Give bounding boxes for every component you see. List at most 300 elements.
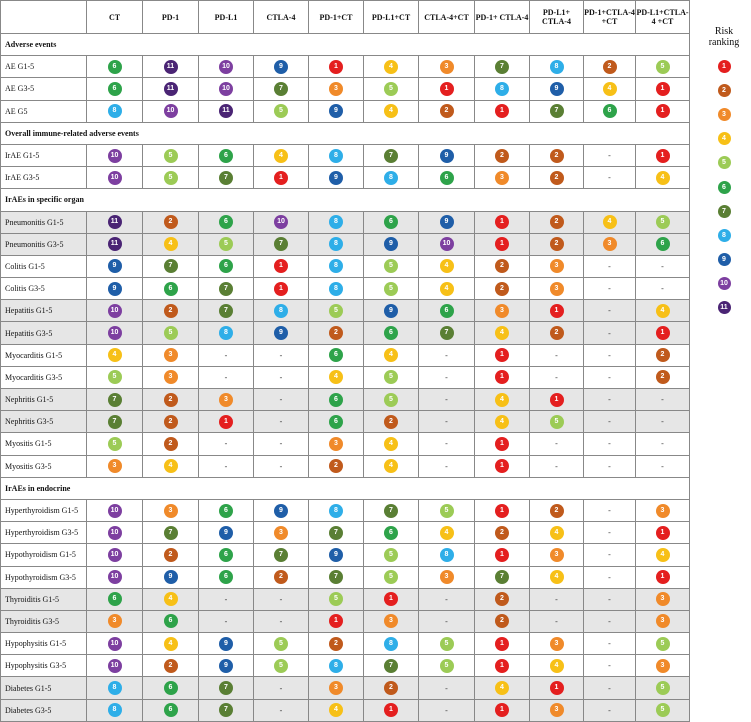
- rank-cell: [636, 588, 690, 610]
- rank-cell: [199, 78, 254, 100]
- rank-badge: 5: [329, 592, 343, 606]
- rank-badge: 7: [164, 259, 178, 273]
- rank-badge: 2: [550, 215, 564, 229]
- rank-cell: [254, 544, 309, 566]
- rank-cell: [309, 566, 364, 588]
- table-row: [1, 544, 690, 566]
- rank-badge: 7: [384, 659, 398, 673]
- rank-cell: [636, 344, 690, 366]
- rank-badge: 1: [274, 282, 288, 296]
- legend-item: [697, 223, 751, 247]
- no-data-dash: -: [608, 550, 611, 560]
- rank-badge: 9: [108, 282, 122, 296]
- rank-cell: [530, 78, 584, 100]
- rank-badge: 2: [495, 614, 509, 628]
- rank-cell: [199, 344, 254, 366]
- rank-cell: [254, 433, 309, 455]
- table-row: [1, 655, 690, 677]
- rank-badge: 7: [219, 304, 233, 318]
- rank-badge: 3: [603, 237, 617, 251]
- rank-badge: 3: [164, 504, 178, 518]
- rank-badge: 10: [108, 570, 122, 584]
- rank-badge: 3: [329, 681, 343, 695]
- rank-cell: [636, 366, 690, 388]
- rank-cell: [143, 588, 199, 610]
- rank-cell: [530, 56, 584, 78]
- rank-badge: 5: [384, 370, 398, 384]
- no-data-dash: -: [661, 284, 664, 294]
- rank-cell: [475, 610, 530, 632]
- row-label: Nephritis G3-5: [1, 411, 87, 433]
- rank-badge: 5: [108, 437, 122, 451]
- rank-cell: [254, 610, 309, 632]
- rank-badge: 2: [329, 459, 343, 473]
- rank-badge: 4: [550, 526, 564, 540]
- rank-cell: [87, 411, 143, 433]
- rank-badge: 2: [495, 526, 509, 540]
- rank-badge: 5: [384, 393, 398, 407]
- table-row: [1, 144, 690, 166]
- no-data-dash: -: [445, 372, 448, 382]
- rank-badge: 4: [495, 393, 509, 407]
- rank-cell: [309, 300, 364, 322]
- rank-badge: 4: [108, 348, 122, 362]
- rank-badge: 8: [329, 259, 343, 273]
- table-row: [1, 322, 690, 344]
- legend-rank-badge: 2: [718, 84, 731, 97]
- row-label: Pneumonitis G1-5: [1, 211, 87, 233]
- rank-cell: [419, 677, 475, 699]
- rank-cell: [419, 322, 475, 344]
- section-title: Overall immune-related adverse events: [1, 122, 690, 144]
- rank-badge: 1: [550, 304, 564, 318]
- rank-cell: [199, 655, 254, 677]
- rank-cell: [87, 366, 143, 388]
- rank-cell: [364, 544, 419, 566]
- rank-cell: [584, 167, 636, 189]
- rank-cell: [636, 255, 690, 277]
- rank-cell: [143, 633, 199, 655]
- rank-badge: 5: [656, 681, 670, 695]
- rank-badge: 1: [274, 171, 288, 185]
- rank-cell: [475, 255, 530, 277]
- rank-badge: 3: [329, 437, 343, 451]
- table-row: [1, 100, 690, 122]
- no-data-dash: -: [608, 639, 611, 649]
- rank-badge: 4: [384, 348, 398, 362]
- rank-cell: [199, 322, 254, 344]
- rank-badge: 2: [164, 548, 178, 562]
- rank-cell: [636, 633, 690, 655]
- rank-badge: 2: [550, 237, 564, 251]
- rank-cell: [309, 610, 364, 632]
- rank-badge: 2: [495, 592, 509, 606]
- rank-badge: 6: [384, 326, 398, 340]
- rank-cell: [199, 56, 254, 78]
- rank-cell: [475, 56, 530, 78]
- rank-badge: 8: [495, 82, 509, 96]
- rank-badge: 3: [440, 60, 454, 74]
- no-data-dash: -: [608, 661, 611, 671]
- legend-item: [697, 127, 751, 151]
- rank-cell: [636, 499, 690, 521]
- rank-badge: 5: [164, 149, 178, 163]
- rank-badge: 6: [329, 348, 343, 362]
- rank-badge: 3: [164, 370, 178, 384]
- rank-cell: [584, 344, 636, 366]
- rank-cell: [475, 300, 530, 322]
- rank-badge: 5: [384, 282, 398, 296]
- rank-cell: [199, 366, 254, 388]
- rank-cell: [364, 366, 419, 388]
- rank-cell: [419, 455, 475, 477]
- no-data-dash: -: [445, 461, 448, 471]
- row-label: AE G5: [1, 100, 87, 122]
- rank-badge: 4: [384, 459, 398, 473]
- no-data-dash: -: [608, 284, 611, 294]
- rank-cell: [475, 144, 530, 166]
- no-data-dash: -: [608, 528, 611, 538]
- rank-cell: [199, 211, 254, 233]
- rank-cell: [254, 588, 309, 610]
- rank-cell: [364, 633, 419, 655]
- rank-cell: [309, 655, 364, 677]
- rank-badge: 4: [274, 149, 288, 163]
- rank-cell: [87, 78, 143, 100]
- rank-cell: [143, 211, 199, 233]
- table-row: [1, 233, 690, 255]
- no-data-dash: -: [608, 417, 611, 427]
- rank-cell: [584, 100, 636, 122]
- column-header: PD-L1+ CTLA-4: [530, 1, 584, 34]
- no-data-dash: -: [279, 350, 283, 360]
- rank-cell: [636, 389, 690, 411]
- rank-badge: 2: [440, 104, 454, 118]
- rank-cell: [199, 566, 254, 588]
- rank-badge: 2: [495, 149, 509, 163]
- rank-cell: [364, 278, 419, 300]
- rank-badge: 4: [495, 326, 509, 340]
- rank-badge: 7: [219, 681, 233, 695]
- rank-badge: 2: [164, 215, 178, 229]
- rank-badge: 8: [108, 703, 122, 717]
- rank-badge: 6: [219, 215, 233, 229]
- legend-rank-badge: 3: [718, 108, 731, 121]
- rank-badge: 2: [550, 171, 564, 185]
- rank-cell: [530, 144, 584, 166]
- rank-cell: [309, 677, 364, 699]
- rank-badge: 4: [656, 171, 670, 185]
- table-row: [1, 411, 690, 433]
- rank-badge: 3: [495, 171, 509, 185]
- rank-badge: 8: [329, 282, 343, 296]
- column-header: CTLA-4: [254, 1, 309, 34]
- rank-cell: [143, 499, 199, 521]
- rank-cell: [530, 344, 584, 366]
- rank-cell: [87, 699, 143, 721]
- rank-cell: [143, 300, 199, 322]
- rank-badge: 5: [440, 659, 454, 673]
- rank-cell: [584, 389, 636, 411]
- legend-items: [697, 54, 751, 320]
- rank-badge: 5: [656, 637, 670, 651]
- rank-cell: [364, 100, 419, 122]
- rank-badge: 5: [384, 570, 398, 584]
- rank-badge: 10: [219, 60, 233, 74]
- rank-cell: [419, 499, 475, 521]
- rank-badge: 6: [329, 393, 343, 407]
- rank-cell: [364, 655, 419, 677]
- no-data-dash: -: [224, 439, 228, 449]
- rank-badge: 4: [164, 459, 178, 473]
- rank-cell: [364, 566, 419, 588]
- rank-cell: [636, 411, 690, 433]
- rank-cell: [475, 233, 530, 255]
- rank-cell: [309, 344, 364, 366]
- rank-cell: [636, 78, 690, 100]
- rank-cell: [475, 278, 530, 300]
- rank-cell: [364, 411, 419, 433]
- rank-badge: 2: [274, 570, 288, 584]
- no-data-dash: -: [555, 594, 558, 604]
- rank-cell: [199, 233, 254, 255]
- rank-cell: [309, 411, 364, 433]
- legend-title: [697, 26, 751, 48]
- rank-cell: [636, 100, 690, 122]
- rank-badge: 5: [219, 237, 233, 251]
- rank-cell: [475, 211, 530, 233]
- rank-badge: 2: [164, 437, 178, 451]
- no-data-dash: -: [445, 395, 448, 405]
- row-label: Diabetes G3-5: [1, 699, 87, 721]
- rank-badge: 7: [219, 282, 233, 296]
- rank-badge: 3: [274, 526, 288, 540]
- rank-badge: 5: [440, 637, 454, 651]
- rank-badge: 5: [329, 304, 343, 318]
- rank-badge: 3: [550, 259, 564, 273]
- rank-cell: [309, 522, 364, 544]
- rank-badge: 5: [384, 548, 398, 562]
- rank-badge: 11: [108, 237, 122, 251]
- rank-cell: [584, 433, 636, 455]
- rank-cell: [87, 677, 143, 699]
- rank-cell: [199, 167, 254, 189]
- rank-cell: [584, 56, 636, 78]
- rank-badge: 6: [440, 171, 454, 185]
- rank-cell: [254, 56, 309, 78]
- rank-cell: [87, 655, 143, 677]
- rank-cell: [254, 699, 309, 721]
- rank-cell: [530, 411, 584, 433]
- rank-badge: 4: [384, 437, 398, 451]
- rank-badge: 6: [219, 570, 233, 584]
- no-data-dash: -: [661, 395, 664, 405]
- rank-badge: 5: [550, 415, 564, 429]
- rank-cell: [309, 211, 364, 233]
- rank-cell: [364, 211, 419, 233]
- rank-cell: [419, 633, 475, 655]
- legend-rank-badge: 4: [718, 132, 731, 145]
- no-data-dash: -: [445, 417, 448, 427]
- rank-cell: [143, 655, 199, 677]
- rank-badge: 1: [495, 659, 509, 673]
- rank-cell: [419, 389, 475, 411]
- rank-cell: [636, 699, 690, 721]
- rank-cell: [199, 278, 254, 300]
- section-title: IrAEs in endocrine: [1, 477, 690, 499]
- rank-badge: 3: [656, 504, 670, 518]
- rank-cell: [87, 211, 143, 233]
- table-row: [1, 633, 690, 655]
- rank-cell: [199, 100, 254, 122]
- no-data-dash: -: [445, 705, 448, 715]
- rank-badge: 10: [108, 304, 122, 318]
- rank-cell: [584, 499, 636, 521]
- rank-cell: [636, 233, 690, 255]
- rank-badge: 9: [219, 526, 233, 540]
- legend-item: [697, 248, 751, 272]
- no-data-dash: -: [224, 350, 228, 360]
- rank-cell: [87, 389, 143, 411]
- rank-cell: [364, 699, 419, 721]
- rank-badge: 8: [440, 548, 454, 562]
- rank-badge: 8: [274, 304, 288, 318]
- legend-item: [697, 175, 751, 199]
- legend-rank-badge: 1: [718, 60, 731, 73]
- rank-cell: [419, 78, 475, 100]
- rank-cell: [475, 389, 530, 411]
- rank-cell: [309, 699, 364, 721]
- table-row: [1, 610, 690, 632]
- rank-cell: [530, 100, 584, 122]
- rank-badge: 2: [329, 326, 343, 340]
- rank-cell: [419, 588, 475, 610]
- rank-cell: [309, 322, 364, 344]
- rank-badge: 6: [164, 681, 178, 695]
- rank-cell: [143, 366, 199, 388]
- no-data-dash: -: [608, 594, 611, 604]
- no-data-dash: -: [279, 395, 283, 405]
- rank-badge: 7: [274, 548, 288, 562]
- legend-title-line1: Risk: [714, 26, 734, 37]
- rank-cell: [475, 411, 530, 433]
- row-label: IrAE G3-5: [1, 167, 87, 189]
- no-data-dash: -: [279, 616, 283, 626]
- rank-badge: 8: [329, 237, 343, 251]
- rank-badge: 9: [274, 60, 288, 74]
- row-label: Myositis G1-5: [1, 433, 87, 455]
- rank-badge: 4: [440, 282, 454, 296]
- table-row: [1, 433, 690, 455]
- rank-cell: [254, 255, 309, 277]
- no-data-dash: -: [224, 461, 228, 471]
- rank-cell: [309, 433, 364, 455]
- rank-cell: [530, 211, 584, 233]
- rank-cell: [254, 633, 309, 655]
- rank-cell: [636, 167, 690, 189]
- no-data-dash: -: [661, 417, 664, 427]
- rank-badge: 6: [384, 526, 398, 540]
- no-data-dash: -: [608, 395, 611, 405]
- rank-cell: [254, 411, 309, 433]
- rank-cell: [199, 389, 254, 411]
- rank-badge: 7: [495, 570, 509, 584]
- rank-badge: 2: [656, 348, 670, 362]
- rank-cell: [309, 56, 364, 78]
- rank-cell: [475, 655, 530, 677]
- rank-badge: 6: [384, 215, 398, 229]
- rank-cell: [254, 499, 309, 521]
- no-data-dash: -: [445, 439, 448, 449]
- rank-badge: 5: [274, 637, 288, 651]
- rank-badge: 10: [108, 326, 122, 340]
- rank-badge: 6: [108, 60, 122, 74]
- rank-badge: 7: [440, 326, 454, 340]
- rank-cell: [419, 144, 475, 166]
- rank-cell: [87, 522, 143, 544]
- rank-cell: [584, 366, 636, 388]
- rank-cell: [254, 167, 309, 189]
- rank-badge: 1: [495, 370, 509, 384]
- rank-badge: 7: [495, 60, 509, 74]
- rank-cell: [636, 522, 690, 544]
- rank-cell: [143, 78, 199, 100]
- row-label: Hyperthyroidism G3-5: [1, 522, 87, 544]
- rank-cell: [143, 278, 199, 300]
- rank-cell: [475, 433, 530, 455]
- rank-cell: [584, 278, 636, 300]
- rank-cell: [584, 610, 636, 632]
- row-label: Myositis G3-5: [1, 455, 87, 477]
- no-data-dash: -: [445, 594, 448, 604]
- rank-badge: 9: [274, 504, 288, 518]
- rank-badge: 5: [164, 171, 178, 185]
- rank-badge: 1: [495, 504, 509, 518]
- rank-badge: 5: [384, 259, 398, 273]
- rank-cell: [254, 455, 309, 477]
- section-title: Adverse events: [1, 34, 690, 56]
- rank-cell: [364, 167, 419, 189]
- rank-badge: 9: [550, 82, 564, 96]
- rank-badge: 6: [440, 304, 454, 318]
- section-header-row: [1, 477, 690, 499]
- rank-cell: [254, 78, 309, 100]
- rank-cell: [636, 56, 690, 78]
- rank-badge: 6: [603, 104, 617, 118]
- rank-cell: [254, 655, 309, 677]
- legend-rank-badge: 5: [718, 156, 731, 169]
- rank-cell: [364, 522, 419, 544]
- rank-badge: 7: [108, 415, 122, 429]
- rank-badge: 1: [329, 60, 343, 74]
- rank-cell: [143, 455, 199, 477]
- rank-badge: 4: [384, 104, 398, 118]
- table-row: [1, 167, 690, 189]
- rank-cell: [87, 322, 143, 344]
- rank-badge: 2: [495, 282, 509, 296]
- rank-badge: 7: [329, 570, 343, 584]
- rank-badge: 10: [108, 171, 122, 185]
- rank-badge: 4: [550, 570, 564, 584]
- column-header: PD-1+CT: [309, 1, 364, 34]
- rank-cell: [584, 78, 636, 100]
- column-header: PD-L1+CTLA- 4 +CT: [636, 1, 690, 34]
- legend-rank-badge: 10: [718, 277, 731, 290]
- rank-cell: [475, 344, 530, 366]
- rank-cell: [254, 677, 309, 699]
- rank-badge: 6: [108, 592, 122, 606]
- rank-cell: [309, 100, 364, 122]
